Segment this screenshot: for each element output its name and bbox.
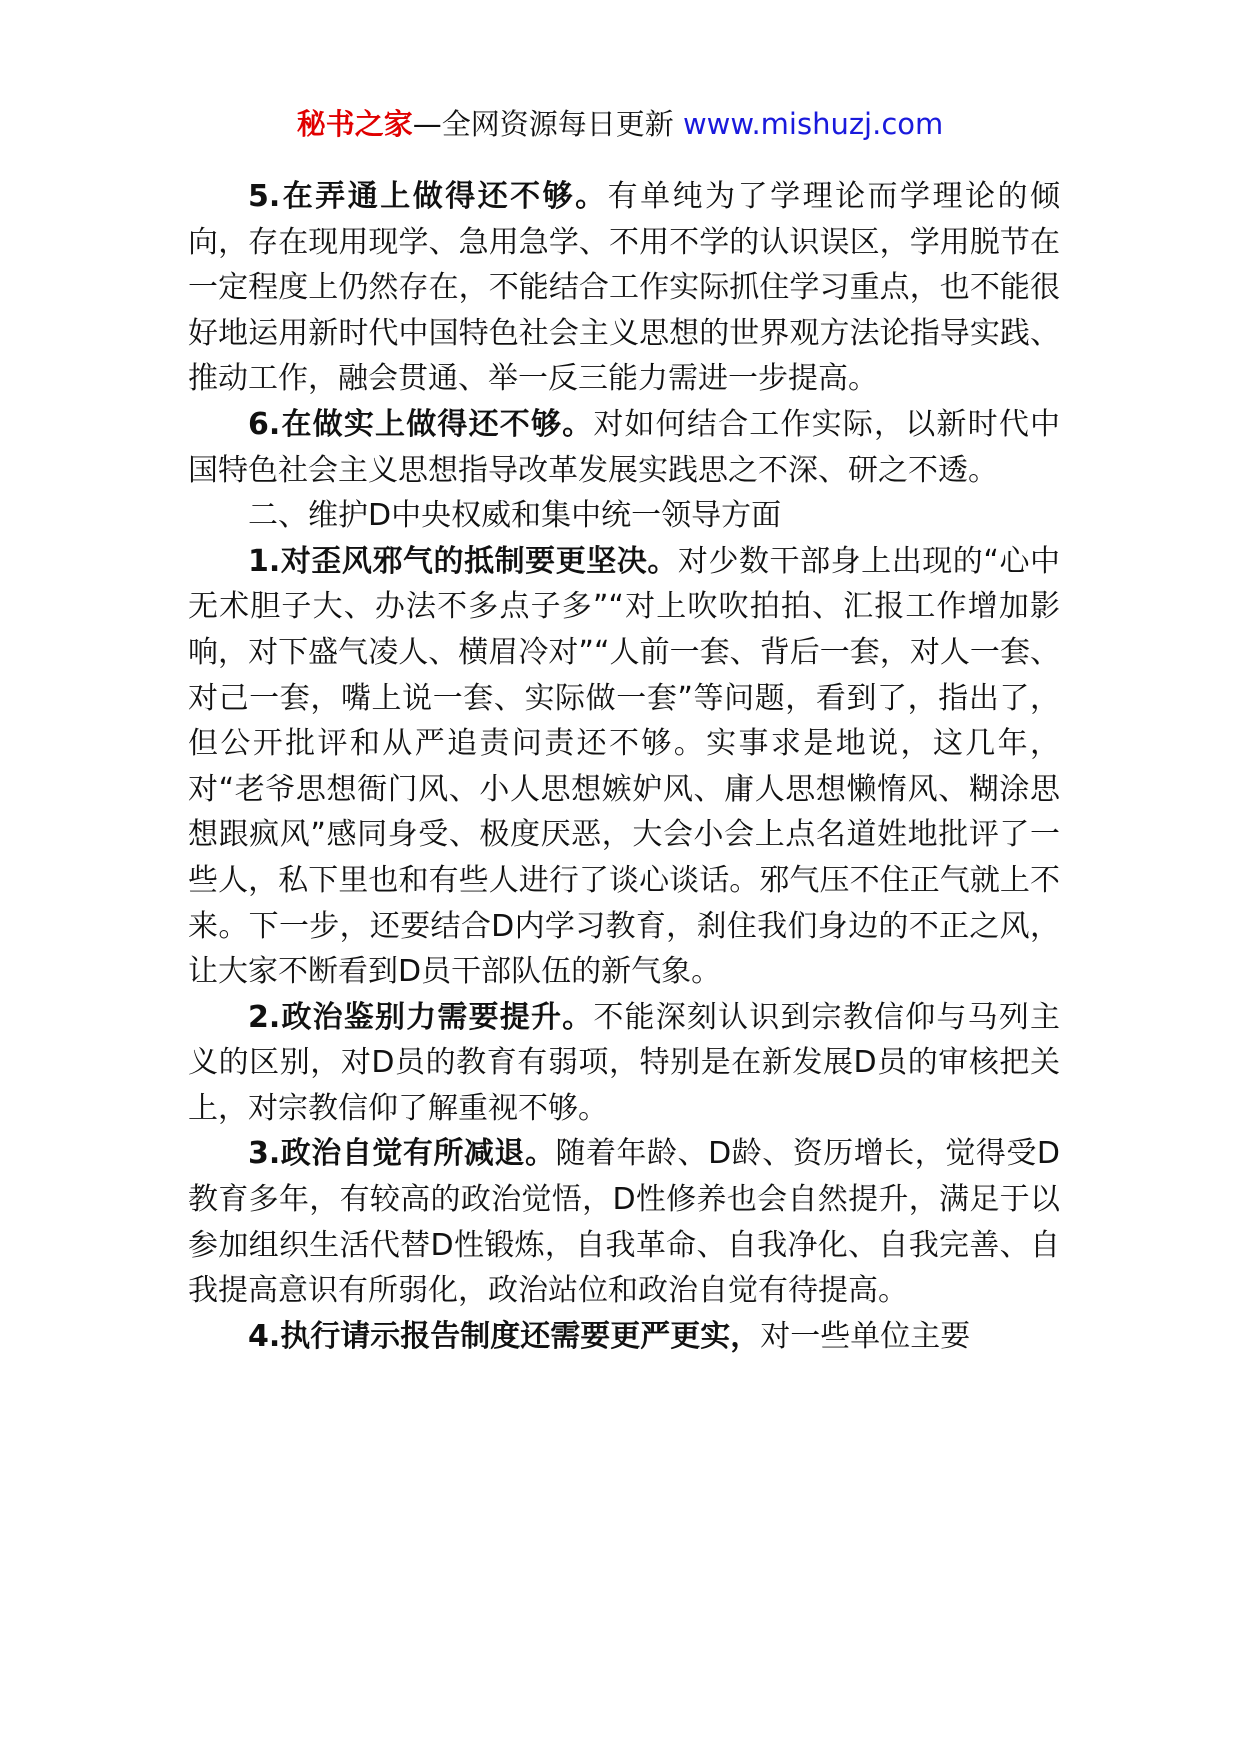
brand-name: 秘书之家 [296,107,413,141]
section-heading [188,493,1060,539]
paragraph-heading: 3.政治自觉有所减退。 [248,1136,556,1172]
paragraph-heading: 4.执行请示报告制度还需要更严更实， [248,1318,761,1354]
page-header [0,104,1240,144]
paragraph-text: 随着年龄、D龄、资历增长，觉得受D教育多年，有较高的政治觉悟，D性修养也会自然提升，满足于以参加组织生活代替D性锻炼，自我革命、自我净化、自我完善、自我提高意识有所弱化，政治站位和政治自觉有待提高。 [188,1136,1060,1309]
website-url: www.mishuzj.com [682,107,944,141]
document-body [188,174,1060,1359]
paragraph-text: 不能深刻认识到宗教信仰与马列主义的区别，对D员的教育有弱项，特别是在新发展D员的审核把关上，对宗教信仰了解重视不够。 [188,999,1061,1126]
paragraph-heading: 5.在弄通上做得还不够。 [248,179,608,214]
paragraph-heading: 2.政治鉴别力需要提升。 [248,999,594,1035]
section-heading-text: 二、维护D中央权威和集中统一领导方面 [248,498,782,534]
paragraph-1 [188,539,1060,995]
paragraph-2 [188,995,1060,1132]
paragraph-text: 对少数干部身上出现的“心中无术胆子大、办法不多点子多”“对上吹吹拍拍、汇报工作增加影响，对下盛气凌人、横眉冷对”“人前一套、背后一套，对人一套、对己一套，嘴上说一套、实际做一套”等问题，看到了，指出了，但公开批评和从严追责问责还不够。实事求是地说，这几年，对“老爷思想衙门风、小人思想嫉妒风、庸人思想懒惰风、糊涂思想跟疯风”感同身受、极度厌恶，大会小会上点名道姓地批评了一些人，私下里也和有些人进行了谈心谈话。邪气压不住正气就上不来。下一步，还要结合D内学习教育，刹住我们身边的不正之风，让大家不断看到D员干部队伍的新气象。 [188,543,1060,990]
paragraph-5 [188,174,1060,402]
header-tagline: —全网资源每日更新 [412,107,683,141]
paragraph-text: 有单纯为了学理论而学理论的倾向，存在现用现学、急用急学、不用不学的认识误区，学用脱节在一定程度上仍然存在，不能结合工作实际抓住学习重点，也不能很好地运用新时代中国特色社会主义思想的世界观方法论指导实践、推动工作，融会贯通、举一反三能力需进一步提高。 [188,179,1061,397]
paragraph-3 [188,1131,1060,1313]
paragraph-heading: 1.对歪风邪气的抵制要更坚决。 [248,543,678,579]
paragraph-heading: 6.在做实上做得还不够。 [248,406,594,442]
paragraph-4 [188,1314,1060,1360]
paragraph-text: 对一些单位主要 [760,1318,971,1354]
paragraph-6 [188,402,1060,493]
paragraph-text: 对如何结合工作实际，以新时代中国特色社会主义思想指导改革发展实践思之不深、研之不透。 [188,406,1061,488]
